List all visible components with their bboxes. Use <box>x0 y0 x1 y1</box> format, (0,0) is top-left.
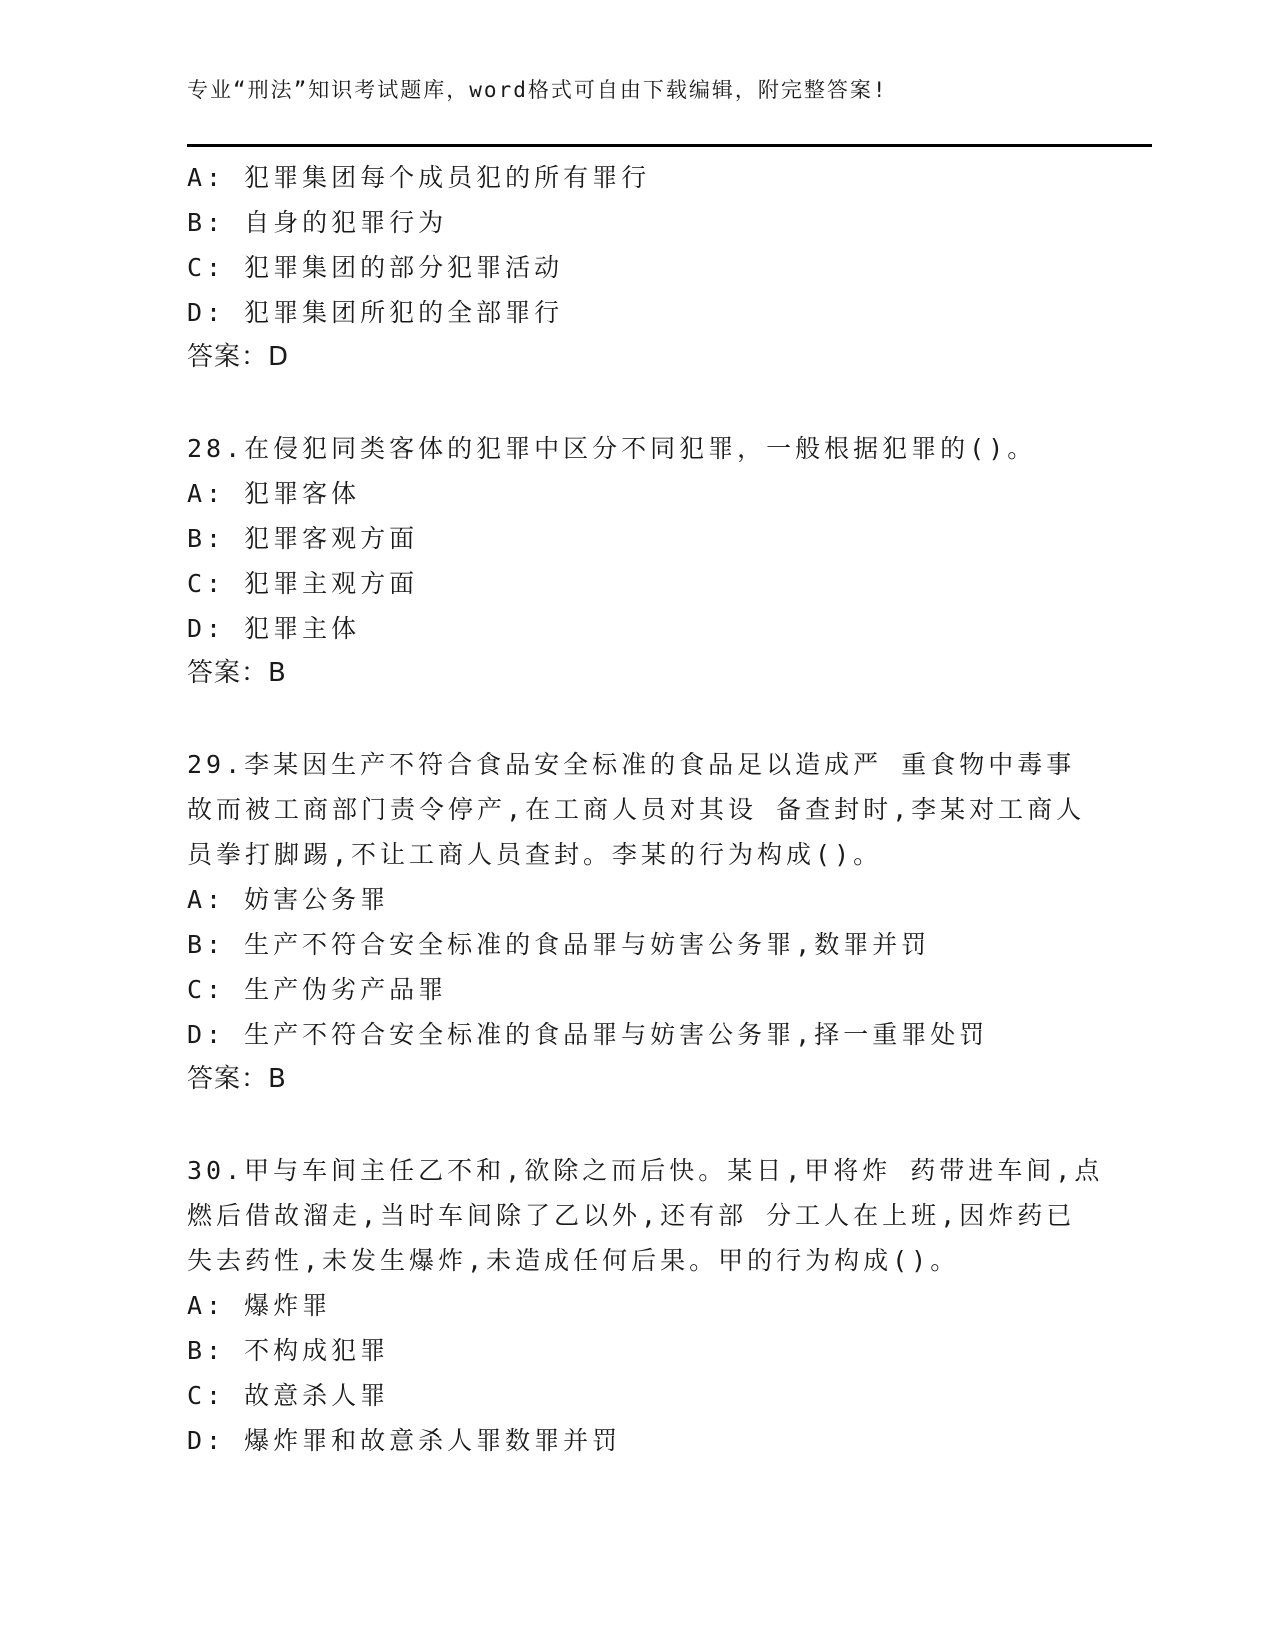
option-c: C: 故意杀人罪 <box>187 1381 390 1410</box>
answer: 答案：B <box>187 658 287 688</box>
question-30 <box>187 1148 1104 1463</box>
option-b: B: 不构成犯罪 <box>187 1336 390 1365</box>
option-a: A: 妨害公务罪 <box>187 885 390 914</box>
question-stem-line: 员拳打脚踢,不让工商人员查封。李某的行为构成()。 <box>187 840 883 869</box>
option-c: C: 犯罪主观方面 <box>187 569 419 598</box>
option-d: D: 犯罪集团所犯的全部罪行 <box>187 298 564 327</box>
question-28 <box>187 426 1087 696</box>
option-d: D: 爆炸罪和故意杀人罪数罪并罚 <box>187 1426 622 1455</box>
question-29 <box>187 742 1087 1102</box>
question-stem-line: 故而被工商部门责令停产,在工商人员对其设 备查封时,李某对工商人 <box>187 795 1086 824</box>
option-a: A: 犯罪客体 <box>187 479 361 508</box>
question-list <box>187 155 1104 1463</box>
question-stem-line: 30.甲与车间主任乙不和,欲除之而后快。某日,甲将炸 药带进车间,点 <box>187 1156 1104 1185</box>
spacer <box>187 696 1087 742</box>
question-stem: 28.在侵犯同类客体的犯罪中区分不同犯罪，一般根据犯罪的()。 <box>187 434 1037 463</box>
spacer <box>187 380 1087 426</box>
page-header: 专业“刑法”知识考试题库，word格式可自由下载编辑，附完整答案! <box>187 78 888 102</box>
option-c: C: 生产伪劣产品罪 <box>187 975 448 1004</box>
question-stem-line: 燃后借故溜走,当时车间除了乙以外,还有部 分工人在上班,因炸药已 <box>187 1201 1076 1230</box>
answer: 答案：D <box>187 342 290 372</box>
question-stem-line: 29.李某因生产不符合食品安全标准的食品足以造成严 重食物中毒事 <box>187 750 1076 779</box>
option-b: B: 生产不符合安全标准的食品罪与妨害公务罪,数罪并罚 <box>187 930 931 959</box>
option-b: B: 犯罪客观方面 <box>187 524 419 553</box>
option-d: D: 生产不符合安全标准的食品罪与妨害公务罪,择一重罪处罚 <box>187 1020 989 1049</box>
option-a: A: 爆炸罪 <box>187 1291 332 1320</box>
header-divider <box>187 144 1152 147</box>
option-c: C: 犯罪集团的部分犯罪活动 <box>187 253 564 282</box>
option-a: A: 犯罪集团每个成员犯的所有罪行 <box>187 163 651 192</box>
spacer <box>187 1102 1087 1148</box>
question-stem-line: 失去药性,未发生爆炸,未造成任何后果。甲的行为构成()。 <box>187 1246 960 1275</box>
option-d: D: 犯罪主体 <box>187 614 361 643</box>
question-27 <box>187 155 1087 380</box>
option-b: B: 自身的犯罪行为 <box>187 208 448 237</box>
answer: 答案：B <box>187 1064 287 1094</box>
